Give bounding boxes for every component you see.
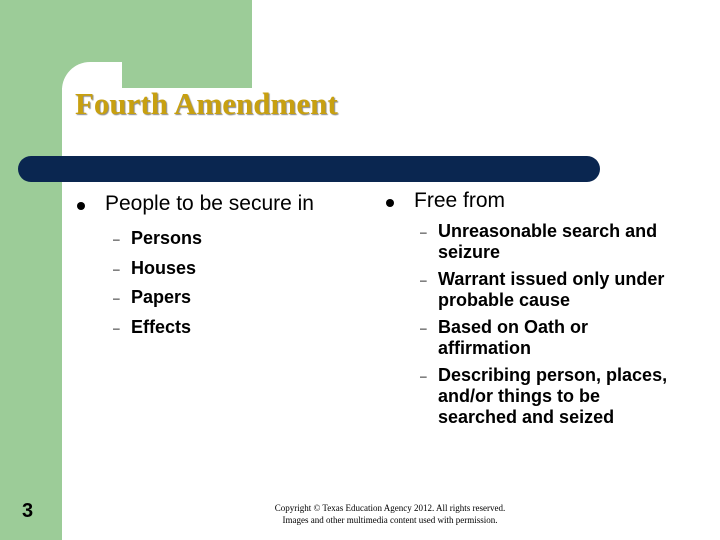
dash-icon: – (420, 225, 427, 239)
list-item-text: Describing person, places, and/or things to be searched and seized (438, 365, 668, 427)
bullet-icon (386, 199, 394, 207)
copyright-notice (240, 502, 540, 526)
list-item-text: Persons (131, 228, 203, 248)
dash-icon: – (420, 321, 427, 335)
list-item (420, 365, 684, 428)
copyright-line-1: Copyright © Texas Education Agency 2012. All rights reserved. (274, 503, 506, 513)
left-heading: People to be secure in (105, 192, 314, 215)
list-item (113, 287, 365, 309)
list-item-text: Houses (131, 257, 197, 278)
list-item (113, 228, 365, 250)
dash-icon: – (113, 232, 120, 246)
decorative-green-block-left (0, 0, 62, 540)
title-divider-bar (18, 156, 600, 182)
bullet-icon (77, 202, 85, 210)
list-item (113, 317, 365, 339)
list-item-text: Unreasonable search and seizure (438, 221, 658, 262)
list-item-text: Based on Oath or affirmation (438, 317, 589, 358)
right-sub-list (420, 221, 684, 428)
dash-icon: – (113, 261, 120, 276)
right-column (384, 189, 684, 434)
dash-icon: – (113, 291, 120, 305)
left-column (75, 192, 365, 346)
list-item-text: Warrant issued only under probable cause (438, 269, 665, 310)
list-item (113, 258, 365, 280)
list-item (420, 221, 684, 263)
copyright-line-2: Images and other multimedia content used with permission. (282, 515, 498, 525)
slide-title: Fourth Amendment (75, 86, 338, 121)
right-heading: Free from (414, 189, 506, 212)
left-bullet (75, 192, 365, 216)
dash-icon: – (113, 320, 120, 335)
list-item (420, 317, 684, 359)
dash-icon: – (420, 273, 427, 287)
list-item (420, 269, 684, 311)
slide-number: 3 (22, 500, 34, 522)
list-item-text: Effects (131, 316, 192, 337)
list-item-text: Papers (131, 287, 192, 307)
right-bullet (384, 189, 684, 213)
left-sub-list (113, 228, 365, 339)
dash-icon: – (420, 369, 427, 383)
